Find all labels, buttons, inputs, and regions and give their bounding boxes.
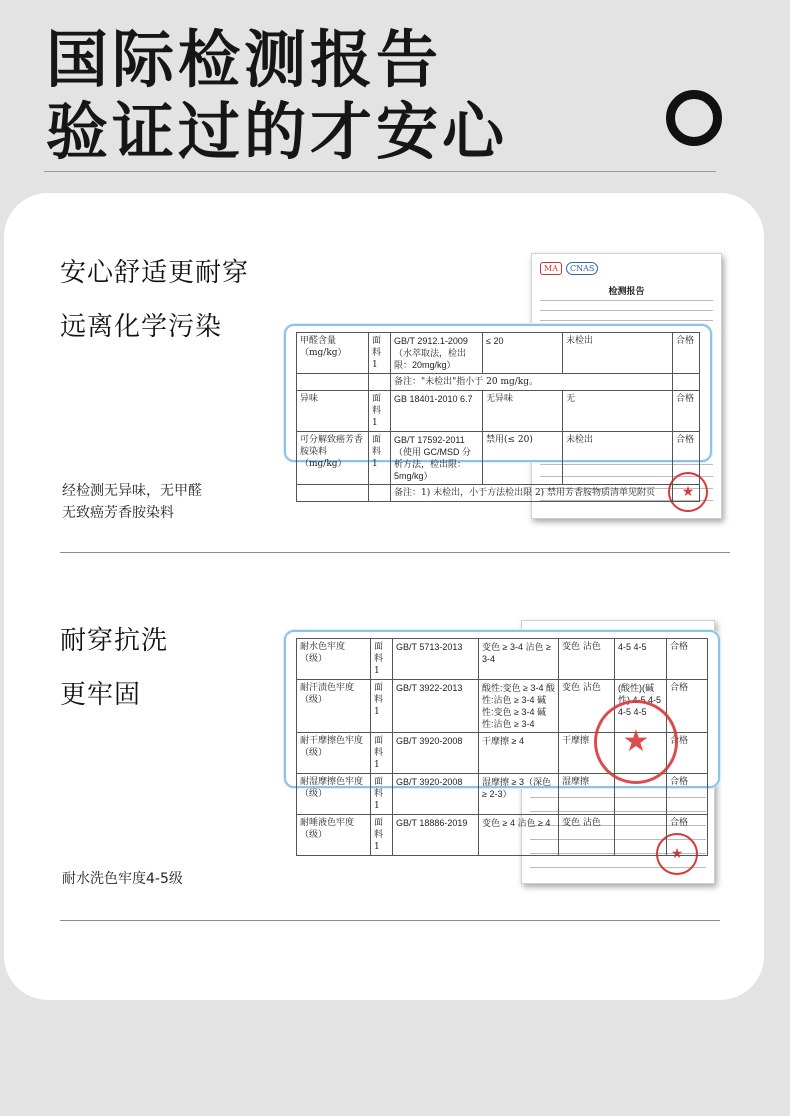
table-cell: 合格	[667, 774, 708, 815]
table-cell: 耐湿摩擦色牢度（级）	[297, 774, 371, 815]
section2-description: 耐水洗色牢度4-5级	[62, 871, 183, 887]
table-cell: 酸性:变色 ≥ 3-4 酸性:沾色 ≥ 3-4 碱性:变色 ≥ 3-4 碱性:沾色 ≥ 3-4	[479, 680, 559, 733]
certification-logos	[540, 262, 598, 275]
table-cell: 合格	[667, 815, 708, 856]
table-cell: 合格	[667, 733, 708, 774]
table-cell: GB/T 2912.1-2009 （水萃取法，检出限：20mg/kg）	[391, 333, 483, 374]
section-divider	[60, 552, 730, 553]
zoomed-test-table-2	[284, 630, 720, 852]
table-cell: 未检出	[563, 333, 673, 374]
hero-title-line-1: 国际检测报告	[46, 23, 443, 96]
table-cell	[615, 815, 667, 856]
ring-decoration-icon	[666, 90, 722, 146]
table-cell: 变色 沾色	[559, 639, 615, 680]
report-rule	[540, 320, 713, 321]
section1-desc-line-2: 无致癌芳香胺染料	[62, 505, 174, 521]
section1-desc-line-1: 经检测无异味，无甲醛	[62, 483, 202, 499]
table-cell: 湿摩擦 ≥ 3（深色≥ 2-3）	[479, 774, 559, 815]
table-cell: 面料 1	[369, 432, 391, 485]
table-cell	[369, 374, 391, 391]
table-note-cell: 备注："未检出"指小于 20 mg/kg。	[391, 374, 673, 391]
table-cell: 合格	[673, 432, 700, 485]
hero-title	[46, 24, 508, 168]
table-row	[297, 639, 708, 680]
report-title: 检测报告	[608, 287, 645, 297]
table-cell: 面料 1	[369, 333, 391, 374]
table-row	[297, 333, 700, 374]
table-cell: 面料 1	[371, 639, 393, 680]
table-cell: 变色 沾色	[559, 680, 615, 733]
table-cell: 可分解致癌芳香胺染料（mg/kg）	[297, 432, 369, 485]
table-cell: GB/T 3920-2008	[393, 774, 479, 815]
table-cell: ≤ 20	[483, 333, 563, 374]
report-rule	[540, 300, 713, 301]
hero-title-line-2: 验证过的才安心	[46, 95, 509, 168]
section-divider	[60, 920, 720, 921]
table-row	[297, 815, 708, 856]
table-cell: 耐汗渍色牢度（级）	[297, 680, 371, 733]
table-note-cell: 备注：1) 未检出，小于方法检出限 2) 禁用芳香胺物质清单见附页	[391, 485, 673, 502]
table-cell: GB/T 3922-2013	[393, 680, 479, 733]
table-cell: GB/T 3920-2008	[393, 733, 479, 774]
ma-logo-icon: MA	[540, 262, 562, 275]
section2-heading-1: 耐穿抗洗	[60, 626, 169, 656]
official-seal-icon: ★	[668, 472, 708, 512]
table-cell: 面料 1	[371, 733, 393, 774]
table-cell: 变色 ≥ 4 沾色 ≥ 4	[479, 815, 559, 856]
table-row	[297, 374, 700, 391]
table-cell: GB 18401-2010 6.7	[391, 391, 483, 432]
header-divider	[44, 171, 716, 172]
table-cell: (酸性)(碱性) 4-5 4-5 4-5 4-5	[615, 680, 667, 733]
table-cell: 4-5 4-5	[615, 639, 667, 680]
table-cell: 合格	[667, 680, 708, 733]
table-cell: 面料 1	[371, 680, 393, 733]
table-cell: 甲醛含量（mg/kg）	[297, 333, 369, 374]
table-cell: 变色 沾色	[559, 815, 615, 856]
table-cell: 无	[563, 391, 673, 432]
table-row	[297, 485, 700, 502]
table-cell: 耐干摩擦色牢度（级）	[297, 733, 371, 774]
zoomed-test-table-1	[284, 324, 712, 498]
table-cell	[369, 485, 391, 502]
report-rule	[540, 310, 713, 311]
table-cell: 面料 1	[369, 391, 391, 432]
table-cell: 未检出	[563, 432, 673, 485]
table-cell: 干摩擦 ≥ 4	[479, 733, 559, 774]
table-cell: 无异味	[483, 391, 563, 432]
test-results-table-1	[296, 332, 700, 502]
table-cell	[297, 485, 369, 502]
table-cell: 耐水色牢度（级）	[297, 639, 371, 680]
table-cell: 合格	[673, 391, 700, 432]
official-seal-icon: ★	[594, 700, 678, 784]
table-cell: GB/T 5713-2013	[393, 639, 479, 680]
table-cell: 合格	[673, 333, 700, 374]
official-seal-icon: ★	[656, 833, 698, 875]
table-cell: GB/T 18886-2019	[393, 815, 479, 856]
table-cell: 合格	[667, 639, 708, 680]
table-cell: 干摩擦	[559, 733, 615, 774]
table-row	[297, 391, 700, 432]
table-cell	[297, 374, 369, 391]
table-cell: 禁用(≤ 20)	[483, 432, 563, 485]
table-cell: 耐唾液色牢度（级）	[297, 815, 371, 856]
cnas-logo-icon: CNAS	[566, 262, 598, 275]
table-row	[297, 432, 700, 485]
section1-heading-2: 远离化学污染	[60, 312, 223, 342]
section2-heading-2: 更牢固	[60, 680, 142, 710]
table-cell: 变色 ≥ 3-4 沾色 ≥ 3-4	[479, 639, 559, 680]
table-cell: 面料 1	[371, 774, 393, 815]
table-cell: 异味	[297, 391, 369, 432]
table-cell	[673, 374, 700, 391]
section1-heading-1: 安心舒适更耐穿	[60, 258, 250, 288]
table-cell	[673, 485, 700, 502]
table-cell: 面料 1	[371, 815, 393, 856]
section1-description	[62, 480, 202, 524]
table-cell: 湿摩擦	[559, 774, 615, 815]
table-cell: GB/T 17592-2011 （使用 GC/MSD 分析方法，检出限：5mg/kg）	[391, 432, 483, 485]
